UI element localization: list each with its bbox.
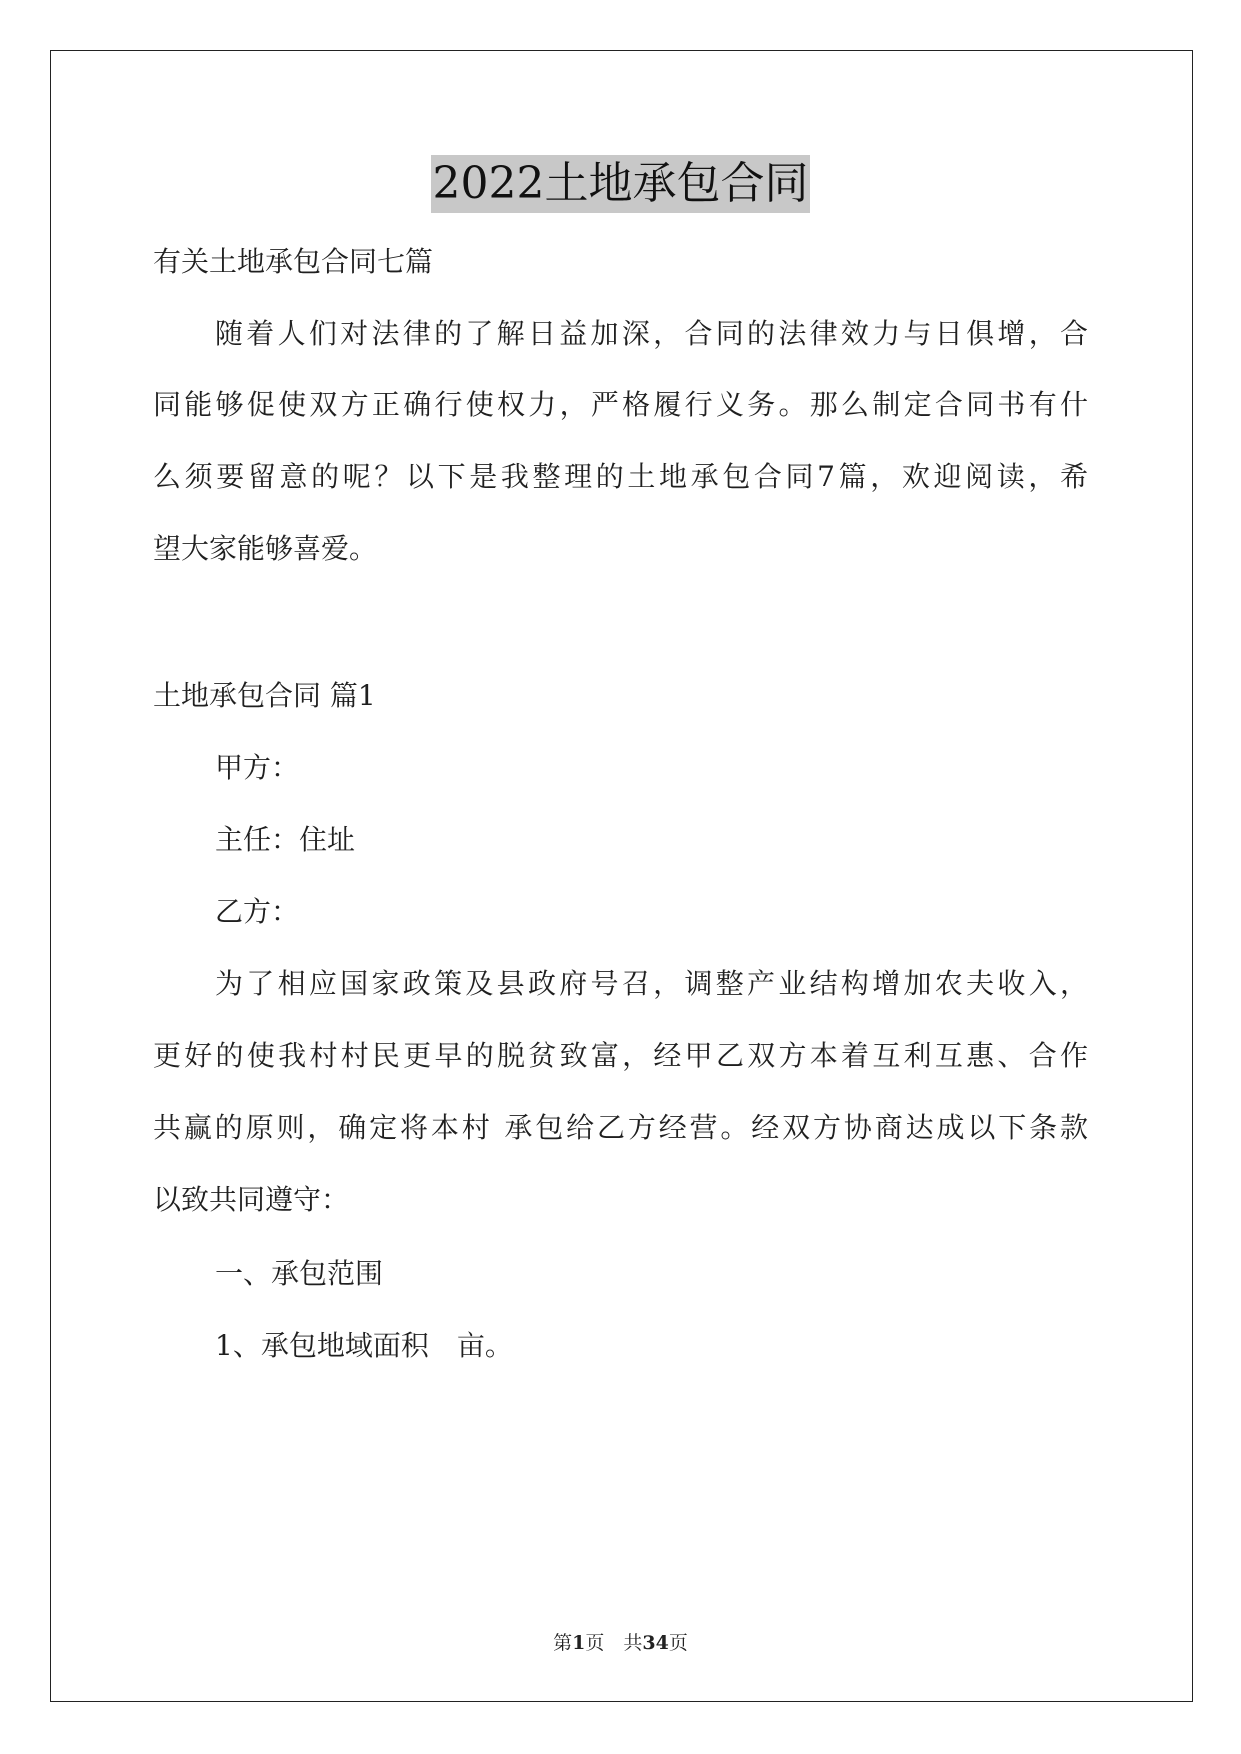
title-container	[0, 155, 1241, 213]
intro-line-4: 望大家能够喜爱。	[153, 532, 378, 565]
body-line-4: 以致共同遵守：	[153, 1183, 350, 1216]
intro-line-1: 随着人们对法律的了解日益加深，合同的法律效力与日俱增，合	[215, 317, 1088, 350]
body-line-1: 为了相应国家政策及县政府号召，调整产业结构增加农夫收入，	[215, 967, 1088, 1000]
intro-line-2: 同能够促使双方正确行使权力，严格履行义务。那么制定合同书有什	[153, 388, 1088, 421]
document-title: 2022土地承包合同	[431, 155, 811, 213]
section-heading: 土地承包合同 篇1	[153, 679, 376, 712]
page-footer	[0, 1630, 1241, 1656]
footer-page-total: 34	[642, 1632, 669, 1654]
intro-line-3: 么须要留意的呢？以下是我整理的土地承包合同7篇，欢迎阅读，希	[153, 460, 1088, 493]
party-a-label: 甲方：	[215, 751, 300, 784]
footer-page-current: 1	[572, 1632, 586, 1654]
clause-heading: 一、承包范围	[215, 1257, 384, 1290]
page-border	[50, 50, 1193, 1702]
clause-item-1: 1、承包地域面积 亩。	[215, 1329, 513, 1362]
footer-page-suffix: 页	[668, 1632, 688, 1654]
body-line-3: 共赢的原则，确定将本村 承包给乙方经营。经双方协商达成以下条款	[153, 1111, 1088, 1144]
document-subtitle: 有关土地承包合同七篇	[153, 245, 434, 278]
footer-page-prefix: 第	[553, 1632, 573, 1654]
body-line-2: 更好的使我村村民更早的脱贫致富，经甲乙双方本着互利互惠、合作	[153, 1039, 1088, 1072]
director-address-label: 主任：住址	[215, 823, 356, 856]
party-b-label: 乙方：	[215, 895, 300, 928]
footer-page-mid: 页 共	[585, 1632, 643, 1654]
